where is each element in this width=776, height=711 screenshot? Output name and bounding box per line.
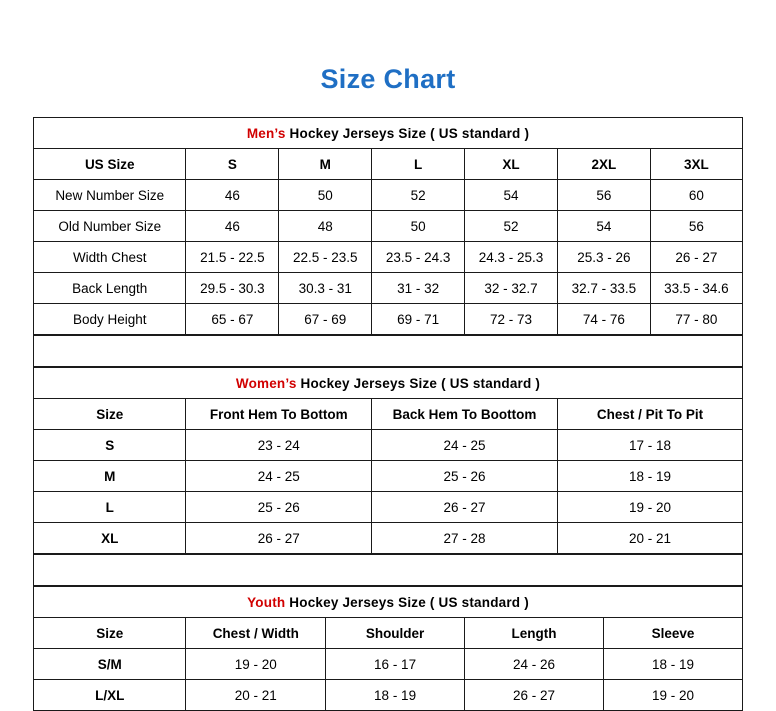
- mens-col-header: 2XL: [557, 149, 650, 180]
- mens-heading-rest: Hockey Jerseys Size ( US standard ): [285, 125, 530, 141]
- womens-cell: 26 - 27: [186, 523, 372, 554]
- mens-cell: 50: [372, 211, 465, 242]
- womens-cell: 25 - 26: [186, 492, 372, 523]
- mens-col-header: 3XL: [650, 149, 742, 180]
- mens-row-label: Width Chest: [34, 242, 186, 273]
- mens-cell: 26 - 27: [650, 242, 742, 273]
- mens-col-header: XL: [465, 149, 558, 180]
- womens-section-heading: [34, 368, 743, 399]
- spacer-cell: [34, 336, 743, 367]
- youth-cell: 18 - 19: [326, 680, 465, 711]
- youth-col-header: Size: [34, 618, 186, 649]
- womens-cell: 25 - 26: [372, 461, 558, 492]
- womens-section-header-row: [34, 368, 743, 399]
- youth-section-header-row: [34, 587, 743, 618]
- mens-cell: 25.3 - 26: [557, 242, 650, 273]
- mens-cell: 30.3 - 31: [279, 273, 372, 304]
- youth-cell: 24 - 26: [465, 649, 604, 680]
- page-title: Size Chart: [320, 64, 456, 94]
- youth-row-label: S/M: [34, 649, 186, 680]
- mens-cell: 50: [279, 180, 372, 211]
- youth-size-table: [33, 586, 743, 711]
- mens-row-label: Old Number Size: [34, 211, 186, 242]
- mens-cell: 52: [372, 180, 465, 211]
- mens-cell: 74 - 76: [557, 304, 650, 335]
- youth-cell: 20 - 21: [186, 680, 326, 711]
- mens-col-header: S: [186, 149, 279, 180]
- table-row: [34, 461, 743, 492]
- spacer-cell: [34, 555, 743, 586]
- womens-cell: 17 - 18: [557, 430, 742, 461]
- womens-cell: 23 - 24: [186, 430, 372, 461]
- youth-cell: 26 - 27: [465, 680, 604, 711]
- womens-row-label: L: [34, 492, 186, 523]
- mens-cell: 56: [557, 180, 650, 211]
- table-row: [34, 492, 743, 523]
- womens-col-header: Size: [34, 399, 186, 430]
- womens-heading-highlight: Women’s: [235, 375, 297, 391]
- table-row: [34, 211, 743, 242]
- womens-cell: 20 - 21: [557, 523, 742, 554]
- mens-heading-highlight: Men’s: [246, 125, 286, 141]
- mens-row-label: New Number Size: [34, 180, 186, 211]
- youth-col-header: Sleeve: [604, 618, 743, 649]
- mens-cell: 24.3 - 25.3: [465, 242, 558, 273]
- womens-cell: 27 - 28: [372, 523, 558, 554]
- mens-section-heading: [34, 118, 743, 149]
- table-row: [34, 273, 743, 304]
- mens-cell: 77 - 80: [650, 304, 742, 335]
- mens-cell: 65 - 67: [186, 304, 279, 335]
- youth-col-header: Chest / Width: [186, 618, 326, 649]
- mens-col-header: M: [279, 149, 372, 180]
- womens-row-label: XL: [34, 523, 186, 554]
- mens-row-label: Back Length: [34, 273, 186, 304]
- womens-column-header-row: [34, 399, 743, 430]
- mens-cell: 23.5 - 24.3: [372, 242, 465, 273]
- womens-cell: 18 - 19: [557, 461, 742, 492]
- youth-cell: 19 - 20: [604, 680, 743, 711]
- womens-heading-rest: Hockey Jerseys Size ( US standard ): [296, 375, 541, 391]
- mens-cell: 31 - 32: [372, 273, 465, 304]
- mens-column-header-row: [34, 149, 743, 180]
- mens-cell: 54: [557, 211, 650, 242]
- mens-cell: 69 - 71: [372, 304, 465, 335]
- womens-col-header: Front Hem To Bottom: [186, 399, 372, 430]
- table-row: [34, 242, 743, 273]
- mens-col-header: US Size: [34, 149, 186, 180]
- mens-cell: 52: [465, 211, 558, 242]
- mens-cell: 48: [279, 211, 372, 242]
- womens-col-header: Chest / Pit To Pit: [557, 399, 742, 430]
- table-row: [34, 304, 743, 335]
- womens-cell: 24 - 25: [372, 430, 558, 461]
- mens-row-label: Body Height: [34, 304, 186, 335]
- table-spacer: [33, 335, 743, 367]
- table-row: [34, 180, 743, 211]
- mens-col-header: L: [372, 149, 465, 180]
- table-row: [34, 430, 743, 461]
- youth-row-label: L/XL: [34, 680, 186, 711]
- mens-section-header-row: [34, 118, 743, 149]
- size-chart-tables: [33, 117, 743, 711]
- youth-cell: 16 - 17: [326, 649, 465, 680]
- womens-col-header: Back Hem To Boottom: [372, 399, 558, 430]
- mens-cell: 21.5 - 22.5: [186, 242, 279, 273]
- mens-cell: 29.5 - 30.3: [186, 273, 279, 304]
- youth-heading-highlight: Youth: [247, 594, 286, 610]
- table-row: [34, 523, 743, 554]
- table-row: [34, 649, 743, 680]
- table-spacer: [33, 554, 743, 586]
- youth-col-header: Shoulder: [326, 618, 465, 649]
- mens-cell: 60: [650, 180, 742, 211]
- youth-heading-rest: Hockey Jerseys Size ( US standard ): [285, 594, 529, 610]
- mens-cell: 32 - 32.7: [465, 273, 558, 304]
- womens-size-table: [33, 367, 743, 554]
- mens-cell: 67 - 69: [279, 304, 372, 335]
- mens-cell: 22.5 - 23.5: [279, 242, 372, 273]
- womens-row-label: M: [34, 461, 186, 492]
- mens-cell: 56: [650, 211, 742, 242]
- youth-column-header-row: [34, 618, 743, 649]
- mens-cell: 33.5 - 34.6: [650, 273, 742, 304]
- table-row: [34, 680, 743, 711]
- mens-cell: 54: [465, 180, 558, 211]
- mens-cell: 46: [186, 180, 279, 211]
- mens-size-table: [33, 117, 743, 335]
- youth-section-heading: [34, 587, 743, 618]
- mens-cell: 46: [186, 211, 279, 242]
- youth-cell: 18 - 19: [604, 649, 743, 680]
- womens-cell: 26 - 27: [372, 492, 558, 523]
- womens-row-label: S: [34, 430, 186, 461]
- mens-cell: 32.7 - 33.5: [557, 273, 650, 304]
- womens-cell: 24 - 25: [186, 461, 372, 492]
- youth-col-header: Length: [465, 618, 604, 649]
- youth-cell: 19 - 20: [186, 649, 326, 680]
- mens-cell: 72 - 73: [465, 304, 558, 335]
- womens-cell: 19 - 20: [557, 492, 742, 523]
